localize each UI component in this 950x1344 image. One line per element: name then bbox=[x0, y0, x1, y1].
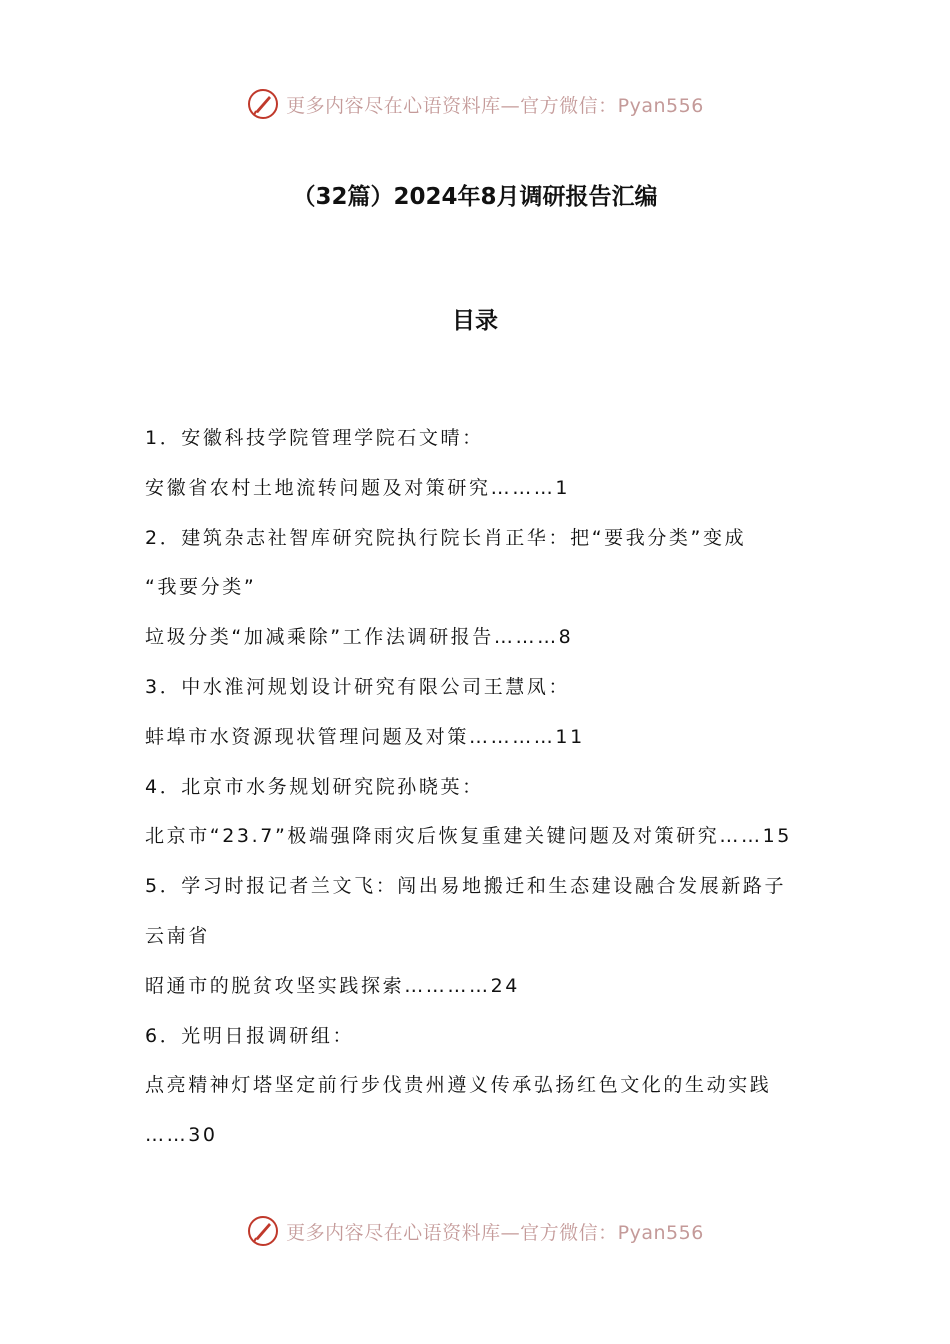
header-wechat-id: Pyan556 bbox=[617, 94, 704, 117]
toc-line[interactable]: 4．北京市水务规划研究院孙晓英： bbox=[145, 775, 484, 798]
toc-line[interactable]: 北京市“23.7”极端强降雨灾后恢复重建关键问题及对策研究……15 bbox=[145, 825, 792, 848]
footer-banner-text: 更多内容尽在心语资料库—官方微信：Pyan556 bbox=[286, 1221, 704, 1244]
toc-line[interactable]: 安徽省农村土地流转问题及对策研究………1 bbox=[145, 476, 571, 499]
toc-line[interactable]: 3．中水淮河规划设计研究有限公司王慧凤： bbox=[145, 675, 571, 698]
toc-line[interactable]: 昭通市的脱贫攻坚实践探索…………24 bbox=[145, 974, 520, 997]
document-title: （32篇）2024年8月调研报告汇编 bbox=[292, 184, 658, 210]
header-banner bbox=[0, 82, 950, 126]
quill-logo-icon bbox=[246, 1214, 280, 1248]
footer-banner bbox=[0, 1209, 950, 1253]
toc-line[interactable]: 1．安徽科技学院管理学院石文晴： bbox=[145, 427, 484, 449]
table-of-contents bbox=[145, 414, 810, 1161]
toc-line[interactable]: 6．光明日报调研组： bbox=[145, 1024, 355, 1047]
header-banner-text: 更多内容尽在心语资料库—官方微信：Pyan556 bbox=[286, 94, 704, 117]
toc-line[interactable]: 5．学习时报记者兰文飞：闯出易地搬迁和生态建设融合发展新路子 bbox=[145, 875, 787, 898]
toc-line[interactable]: ……30 bbox=[145, 1124, 218, 1147]
toc-line[interactable]: “我要分类” bbox=[145, 576, 257, 599]
toc-line[interactable]: 云南省 bbox=[145, 924, 210, 947]
toc-line[interactable]: 2．建筑杂志社智库研究院执行院长肖正华：把“要我分类”变成 bbox=[145, 526, 747, 549]
toc-line[interactable]: 垃圾分类“加减乘除”工作法调研报告………8 bbox=[145, 626, 574, 649]
toc-line[interactable]: 蚌埠市水资源现状管理问题及对策…………11 bbox=[145, 725, 585, 748]
toc-line[interactable]: 点亮精神灯塔坚定前行步伐贵州遵义传承弘扬红色文化的生动实践 bbox=[145, 1074, 772, 1097]
footer-wechat-id: Pyan556 bbox=[617, 1221, 704, 1244]
quill-logo-icon bbox=[246, 87, 280, 121]
toc-heading: 目录 bbox=[452, 308, 498, 334]
